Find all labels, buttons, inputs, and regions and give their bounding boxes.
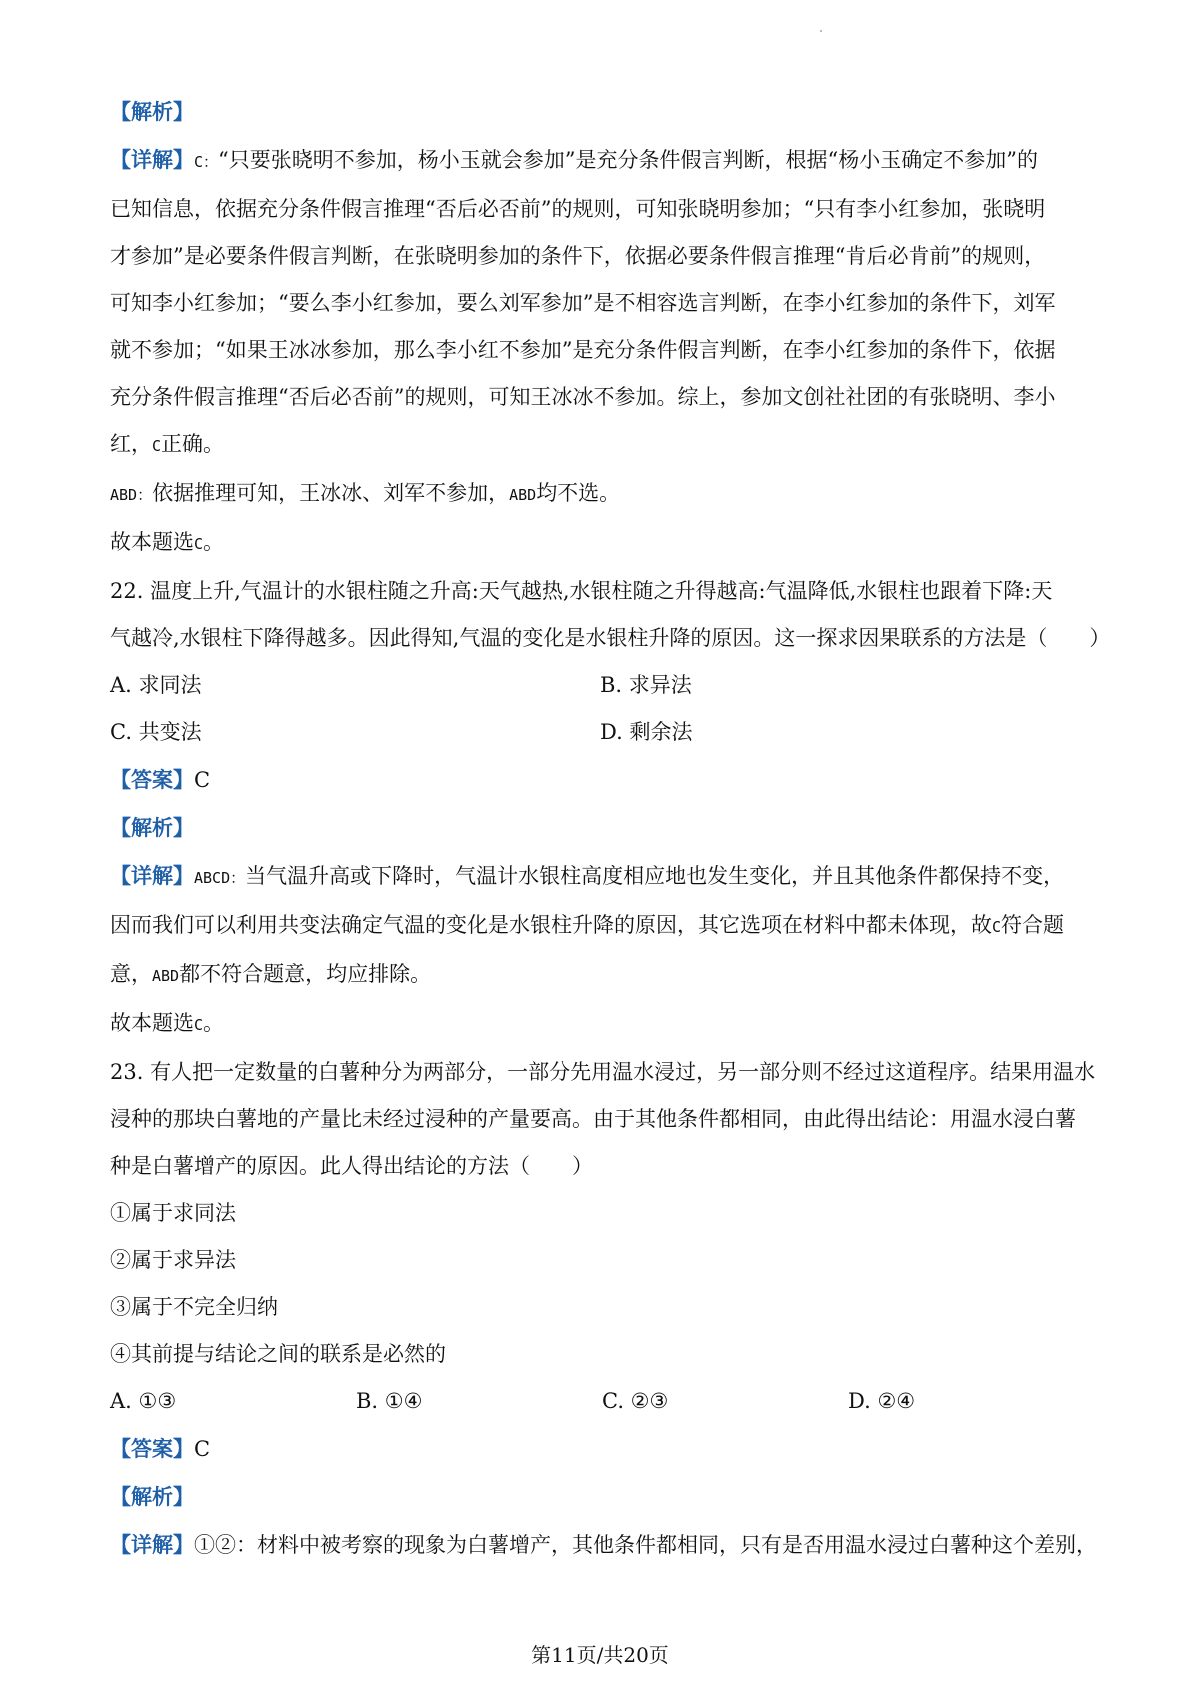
q22-options-row-1 xyxy=(110,662,1110,709)
q21-detail-line-2: 已知信息，依据充分条件假言推理“否后必否前”的规则，可知张晓明参加；“只有李小红参加，张晓明 xyxy=(110,197,1046,221)
page-footer: 第11页/共20页 xyxy=(531,1643,669,1667)
q23-option-d: D. ②④ xyxy=(848,1389,916,1413)
q22-options-row-2 xyxy=(110,709,1110,756)
q22-analysis-tag: 【解析】 xyxy=(110,815,194,840)
q23-option-b: B. ①④ xyxy=(356,1389,423,1413)
q22-detail-line-1: 【详解】ABCD：当气温升高或下降时，气温计水银柱高度相应地也发生变化，并且其他条件都保持不变， xyxy=(110,863,1065,888)
q23-statement-4: ④其前提与结论之间的联系是必然的 xyxy=(110,1342,446,1366)
q22-detail-line-2: 因而我们可以利用共变法确定气温的变化是水银柱升降的原因，其它选项在材料中都未体现，故C符合题 xyxy=(110,913,1065,937)
q21-detail-line-1: 【详解】C：“只要张晓明不参加，杨小玉就会参加”是充分条件假言判断，根据“杨小玉确定不参加”的 xyxy=(110,147,1038,172)
q22-option-a: A. 求同法 xyxy=(110,673,202,697)
q23-analysis-tag: 【解析】 xyxy=(110,1484,194,1509)
q21-conclusion: 故本题选C。 xyxy=(110,530,225,554)
q22-stem-line-2: 气越冷,水银柱下降得越多。因此得知,气温的变化是水银柱升降的原因。这一探求因果联系的方法是（ ） xyxy=(110,626,1111,650)
q23-stem-line-2: 浸种的那块白薯地的产量比未经过浸种的产量要高。由于其他条件都相同，由此得出结论：用温水浸白薯 xyxy=(110,1107,1076,1131)
document-page xyxy=(110,88,1110,1569)
q21-analysis-tag: 【解析】 xyxy=(110,99,194,124)
q21-detail-line-5: 就不参加；“如果王冰冰参加，那么李小红不参加”是充分条件假言判断，在李小红参加的条件下，依据 xyxy=(110,338,1056,362)
q23-options-row xyxy=(110,1378,1110,1425)
q22-answer: 【答案】C xyxy=(110,767,211,792)
q21-abd-line: ABD：依据推理可知，王冰冰、刘军不参加，ABD均不选。 xyxy=(110,481,621,505)
q21-detail-line-6: 充分条件假言推理“否后必否前”的规则，可知王冰冰不参加。综上，参加文创社社团的有张晓明、李小 xyxy=(110,385,1056,409)
q21-detail-line-7: 红，C正确。 xyxy=(110,432,225,456)
q21-detail-line-3: 才参加”是必要条件假言判断，在张晓明参加的条件下，依据必要条件假言推理“肯后必肯前”的规则， xyxy=(110,244,1046,268)
q22-option-b: B. 求异法 xyxy=(600,673,692,697)
q22-stem-line-1: 22. 温度上升,气温计的水银柱随之升高:天气越热,水银柱随之升得越高:气温降低,水银柱也跟着下降:天 xyxy=(110,579,1053,603)
q23-stem-line-1: 23. 有人把一定数量的白薯种分为两部分，一部分先用温水浸过，另一部分则不经过这道程序。结果用温水 xyxy=(110,1060,1096,1084)
q21-detail-line-4: 可知李小红参加；“要么李小红参加，要么刘军参加”是不相容选言判断，在李小红参加的条件下，刘军 xyxy=(110,291,1056,315)
q23-option-a: A. ①③ xyxy=(110,1389,177,1413)
q23-statement-1: ①属于求同法 xyxy=(110,1201,236,1225)
q23-stem-line-3: 种是白薯增产的原因。此人得出结论的方法（ ） xyxy=(110,1154,593,1178)
q23-answer: 【答案】C xyxy=(110,1436,211,1461)
q23-option-c: C. ②③ xyxy=(602,1389,669,1413)
q22-detail-line-3: 意，ABD都不符合题意，均应排除。 xyxy=(110,962,432,986)
scan-speck xyxy=(820,30,822,32)
q23-statement-2: ②属于求异法 xyxy=(110,1248,236,1272)
q22-option-c: C. 共变法 xyxy=(110,720,202,744)
q23-detail-line-1: 【详解】①②：材料中被考察的现象为白薯增产，其他条件都相同，只有是否用温水浸过白薯种这个差别， xyxy=(110,1532,1097,1557)
q22-option-d: D. 剩余法 xyxy=(600,720,693,744)
q22-conclusion: 故本题选C。 xyxy=(110,1011,225,1035)
q23-statement-3: ③属于不完全归纳 xyxy=(110,1295,278,1319)
